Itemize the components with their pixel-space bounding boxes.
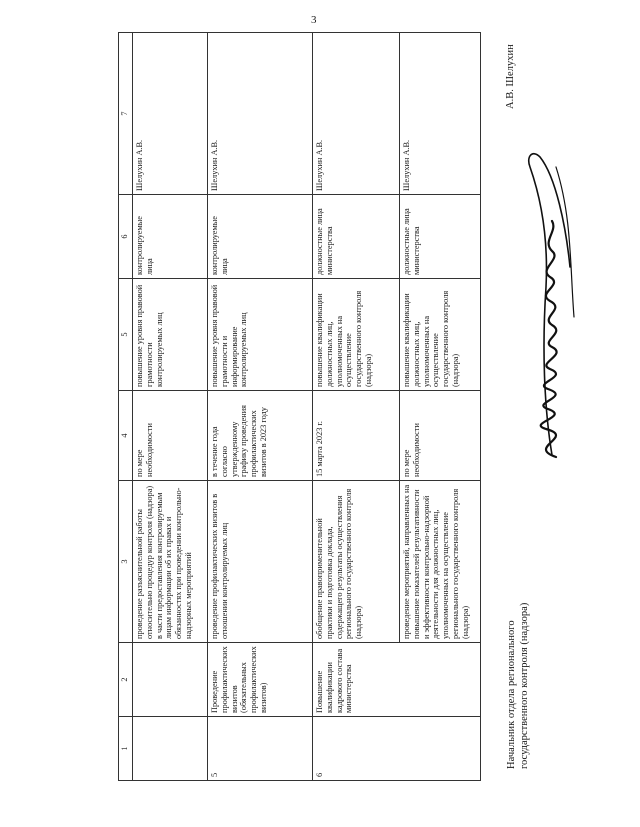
table-row <box>208 33 313 781</box>
header-cell: 1 <box>119 717 133 781</box>
responsible-cell: Шелухин А.В. <box>313 33 400 195</box>
table-header-row <box>119 33 133 781</box>
responsible-cell: Шелухин А.В. <box>208 33 313 195</box>
row-number-cell: 6 <box>313 717 481 781</box>
term-cell: по мере необходимости <box>400 391 481 481</box>
responsible-cell: Шелухин А.В. <box>133 33 208 195</box>
signer-name: А.В. Шелухин <box>505 44 516 109</box>
signer-position <box>505 603 531 769</box>
term-cell: в течение года согласно утвержденному графику проведения профилактических визитов в 2023 году <box>208 391 313 481</box>
page-number: 3 <box>311 14 317 26</box>
table-row <box>133 33 208 781</box>
term-cell: 15 марта 2023 г. <box>313 391 400 481</box>
signer-position-line: Начальник отдела регионального <box>506 620 517 769</box>
header-cell: 5 <box>119 279 133 391</box>
participants-cell: контролируемые лица <box>133 195 208 279</box>
measure-name-cell: Повышение квалификации кадрового состава министерства <box>313 643 481 717</box>
measure-description-cell: обобщение правоприменительной практики и подготовка доклада, содержащего результаты осуществления регионального государственного контроля (надзора) <box>313 481 400 643</box>
responsible-cell: Шелухин А.В. <box>400 33 481 195</box>
term-cell: по мере необходимости <box>133 391 208 481</box>
header-cell: 4 <box>119 391 133 481</box>
measure-name-cell <box>133 643 208 717</box>
participants-cell: контролируемые лица <box>208 195 313 279</box>
measure-description-cell: проведение разъяснительной работы относительно процедур контроля (надзора) в части предоставления контролируемым лицам информации об их правах и обязанностях при проведении контрольно-надзорных мероприятий <box>133 481 208 643</box>
row-number-cell <box>133 717 208 781</box>
header-cell: 6 <box>119 195 133 279</box>
measure-description-cell: проведение мероприятий, направленных на повышение показателей результативности и эффективности контрольно-надзорной деятельности для должностных лиц, уполномоченных на осуществление регионального государственного контроля (надзора) <box>400 481 481 643</box>
measure-name-cell: Проведение профилактических визитов (обязательных профилактических визитов) <box>208 643 313 717</box>
header-cell: 2 <box>119 643 133 717</box>
row-number-cell: 5 <box>208 717 313 781</box>
participants-cell: должностные лица министерства <box>313 195 400 279</box>
header-cell: 7 <box>119 33 133 195</box>
result-cell: повышение уровня правовой грамотности контролируемых лиц <box>133 279 208 391</box>
plan-table <box>118 32 481 781</box>
participants-cell: должностные лица министерства <box>400 195 481 279</box>
signer-position-line: государственного контроля (надзора) <box>519 602 531 769</box>
header-cell: 3 <box>119 481 133 643</box>
measure-description-cell: проведение профилактических визитов в отношении контролируемых лиц <box>208 481 313 643</box>
handwritten-signature <box>486 137 606 467</box>
result-cell: повышение уровня правовой грамотности и информирование контролируемых лиц <box>208 279 313 391</box>
result-cell: повышение квалификации должностных лиц, уполномоченных на осуществление государственного контроля (надзора) <box>400 279 481 391</box>
table-row <box>313 33 400 781</box>
result-cell: повышение квалификации должностных лиц, уполномоченных на осуществление государственного контроля (надзора) <box>313 279 400 391</box>
